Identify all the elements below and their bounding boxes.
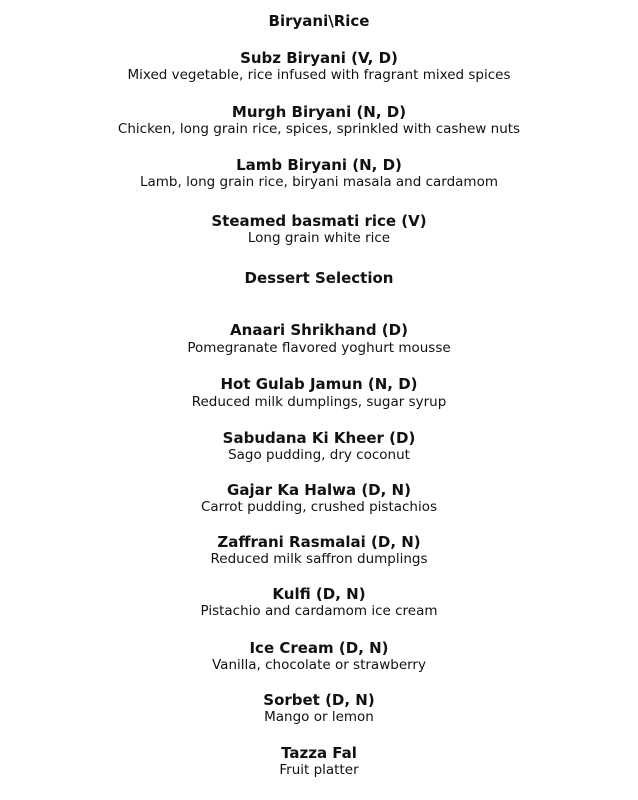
- item-description: Pomegranate flavored yoghurt mousse: [187, 340, 451, 356]
- item-name: Hot Gulab Jamun (N, D): [220, 375, 418, 393]
- item-description: Fruit platter: [279, 762, 359, 778]
- item-name: Murgh Biryani (N, D): [231, 103, 407, 121]
- item-name: Kulfi (D, N): [272, 585, 366, 603]
- item-name: Ice Cream (D, N): [249, 639, 389, 657]
- item-description: Mixed vegetable, rice infused with fragrant mixed spices: [127, 67, 511, 83]
- item-description: Lamb, long grain rice, biryani masala and cardamom: [139, 174, 498, 190]
- item-description: Reduced milk dumplings, sugar syrup: [191, 394, 447, 410]
- section-title-dessert-selection: Dessert Selection: [244, 269, 394, 287]
- item-name: Gajar Ka Halwa (D, N): [227, 481, 411, 499]
- item-description: Pistachio and cardamom ice cream: [200, 603, 438, 619]
- item-description: Reduced milk saffron dumplings: [210, 551, 428, 567]
- item-name: Subz Biryani (V, D): [240, 49, 398, 67]
- item-description: Carrot pudding, crushed pistachios: [200, 499, 438, 515]
- item-name: Lamb Biryani (N, D): [236, 156, 402, 174]
- item-name: Sorbet (D, N): [263, 691, 375, 709]
- item-name: Anaari Shrikhand (D): [230, 321, 408, 339]
- item-description: Long grain white rice: [247, 230, 391, 246]
- item-name: Zaffrani Rasmalai (D, N): [217, 533, 421, 551]
- item-description: Mango or lemon: [264, 709, 374, 725]
- item-name: Steamed basmati rice (V): [211, 212, 427, 230]
- item-description: Sago pudding, dry coconut: [228, 447, 410, 463]
- item-name: Sabudana Ki Kheer (D): [222, 429, 416, 447]
- item-description: Chicken, long grain rice, spices, sprinkled with cashew nuts: [117, 121, 521, 137]
- item-description: Vanilla, chocolate or strawberry: [212, 657, 426, 673]
- item-name: Tazza Fal: [281, 744, 357, 762]
- section-title-biryani-rice: Biryani\Rice: [268, 12, 370, 30]
